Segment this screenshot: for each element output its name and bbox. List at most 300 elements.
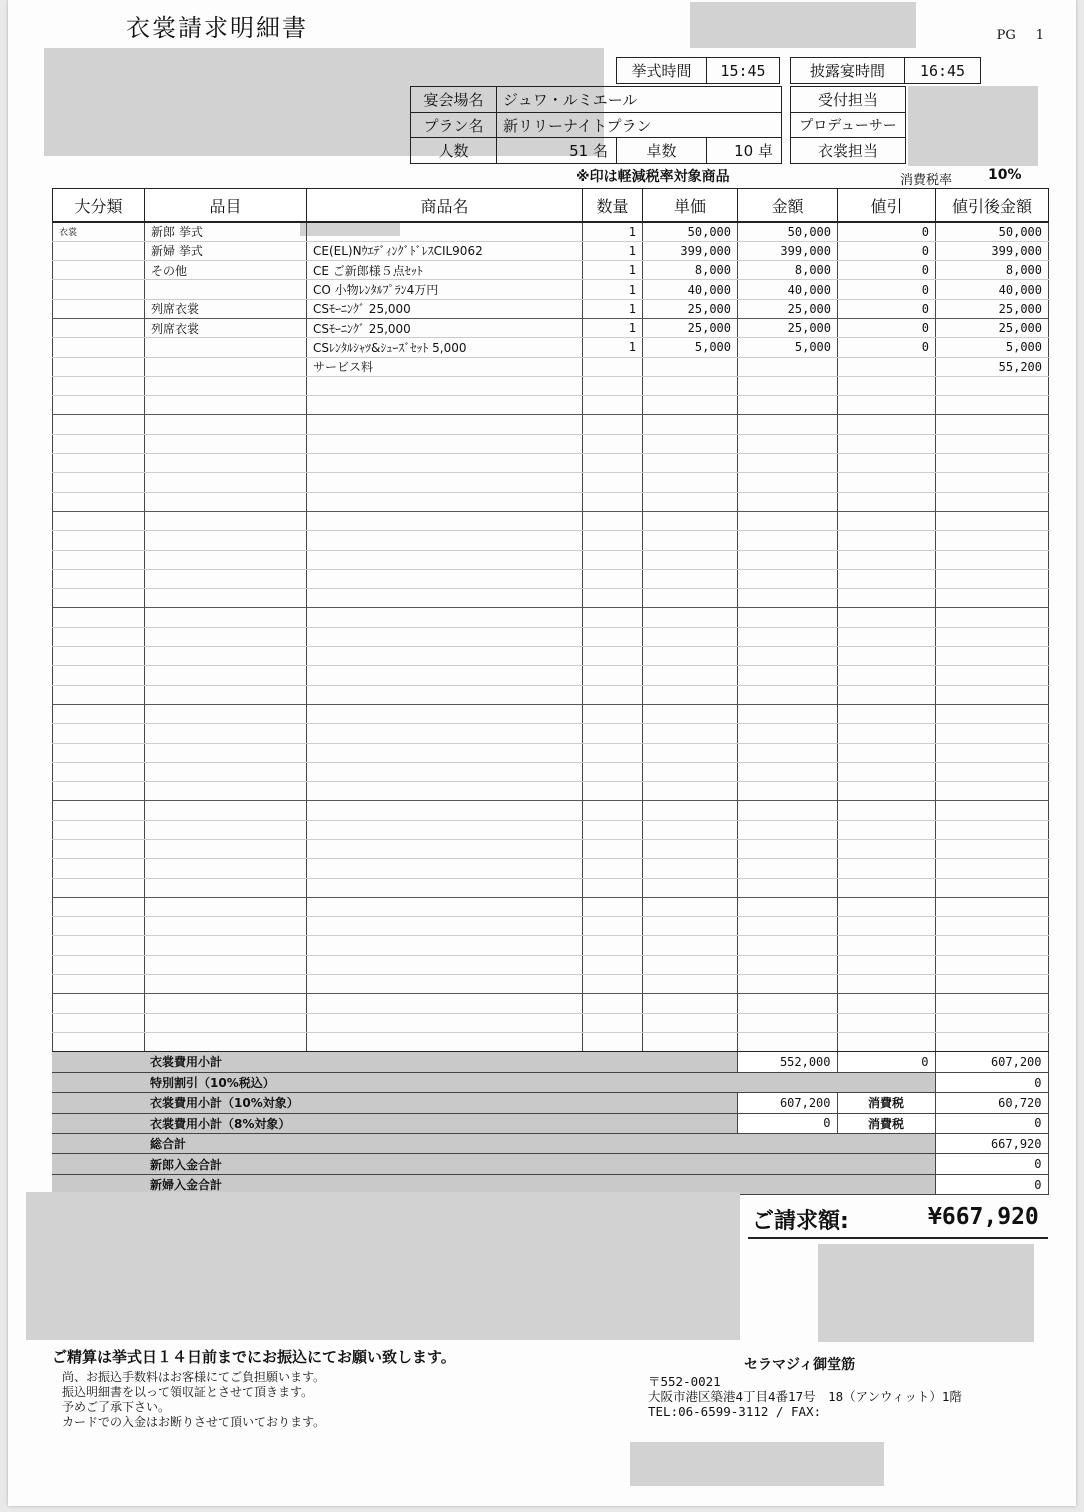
footer-notes xyxy=(62,1370,325,1430)
cell-discount xyxy=(838,994,936,1013)
reduced-tax-note: ※印は軽減税率対象商品 xyxy=(576,169,730,185)
cell-item: その他 xyxy=(145,261,307,280)
cell-category xyxy=(53,782,145,801)
cell-qty xyxy=(583,454,643,473)
blank-row xyxy=(53,608,1049,627)
cell-unit-price xyxy=(643,589,738,608)
cell-unit-price xyxy=(643,975,738,994)
cell-product xyxy=(307,1032,583,1051)
special-discount-value: 0 xyxy=(935,1072,1048,1092)
cell-item xyxy=(145,917,307,936)
cell-net-amount: 50,000 xyxy=(936,222,1049,241)
blank-row xyxy=(53,434,1049,453)
cell-category xyxy=(53,492,145,511)
col-header-net-amount: 値引後金額 xyxy=(936,189,1049,223)
cell-unit-price xyxy=(643,627,738,646)
cell-amount xyxy=(738,550,838,569)
cell-amount: 25,000 xyxy=(738,299,838,318)
summary-row-grand-total xyxy=(52,1134,1048,1154)
footer-note-line: 振込明細書を以って領収証とさせて頂きます。 xyxy=(62,1385,314,1399)
cell-discount xyxy=(838,820,936,839)
cell-category xyxy=(53,666,145,685)
cell-discount xyxy=(838,1013,936,1032)
cell-amount xyxy=(738,782,838,801)
cell-amount xyxy=(738,589,838,608)
cell-qty xyxy=(583,415,643,434)
cell-discount xyxy=(838,955,936,974)
tables-label: 卓数 xyxy=(617,138,707,163)
cell-product xyxy=(307,801,583,820)
guests-value: 51 名 xyxy=(497,138,617,163)
cell-net-amount xyxy=(936,396,1049,415)
groom-paid-label: 新郎入金合計 xyxy=(144,1154,935,1174)
cell-product: CO 小物ﾚﾝﾀﾙﾌﾟﾗﾝ4万円 xyxy=(307,280,583,299)
cell-category xyxy=(53,531,145,550)
cell-qty: 1 xyxy=(583,318,643,337)
redacted-block xyxy=(908,86,1038,166)
cell-product xyxy=(307,724,583,743)
event-info-box xyxy=(410,86,782,164)
cell-unit-price: 5,000 xyxy=(643,338,738,357)
blank-row xyxy=(53,704,1049,723)
cell-net-amount xyxy=(936,955,1049,974)
cell-discount xyxy=(838,376,936,395)
cell-net-amount xyxy=(936,762,1049,781)
cell-category xyxy=(53,241,145,260)
cell-qty xyxy=(583,859,643,878)
cell-item: 列席衣裳 xyxy=(145,318,307,337)
cell-product: CE(EL)NｳｴﾃﾞｨﾝｸﾞﾄﾞﾚｽCIL9062 xyxy=(307,241,583,260)
cell-qty xyxy=(583,550,643,569)
cell-amount xyxy=(738,801,838,820)
cell-unit-price xyxy=(643,376,738,395)
cell-amount xyxy=(738,704,838,723)
store-name: セラマジィ御堂筋 xyxy=(744,1357,856,1373)
subtotal-discount: 0 xyxy=(837,1052,935,1072)
redacted-block xyxy=(630,1442,884,1486)
cell-amount: 399,000 xyxy=(738,241,838,260)
cell-net-amount xyxy=(936,994,1049,1013)
cell-net-amount: 55,200 xyxy=(936,357,1049,376)
cell-amount xyxy=(738,878,838,897)
cell-discount: 0 xyxy=(838,241,936,260)
cell-item: 新婦 挙式 xyxy=(145,241,307,260)
table-header-row xyxy=(53,189,1049,223)
pg-value: 1 xyxy=(1035,28,1044,43)
cell-qty: 1 xyxy=(583,222,643,241)
cell-amount xyxy=(738,994,838,1013)
cell-product xyxy=(307,492,583,511)
cell-item xyxy=(145,647,307,666)
cell-product xyxy=(307,878,583,897)
cell-amount xyxy=(738,531,838,550)
cell-discount xyxy=(838,357,936,376)
summary-row-sub8 xyxy=(52,1113,1048,1133)
cell-unit-price xyxy=(643,801,738,820)
cell-qty: 1 xyxy=(583,338,643,357)
cell-category: 衣裳 xyxy=(53,222,145,241)
blank-row xyxy=(53,724,1049,743)
cell-net-amount xyxy=(936,917,1049,936)
subtotal-net: 607,200 xyxy=(935,1052,1048,1072)
blank-row xyxy=(53,531,1049,550)
cell-amount xyxy=(738,955,838,974)
cell-unit-price: 50,000 xyxy=(643,222,738,241)
cell-discount xyxy=(838,454,936,473)
cell-product xyxy=(307,743,583,762)
cell-unit-price xyxy=(643,897,738,916)
cell-discount xyxy=(838,936,936,955)
cell-unit-price xyxy=(643,454,738,473)
cell-unit-price xyxy=(643,878,738,897)
cell-qty xyxy=(583,511,643,530)
blank-row xyxy=(53,1032,1049,1051)
cell-item xyxy=(145,608,307,627)
table-row xyxy=(53,241,1049,260)
cell-product xyxy=(307,608,583,627)
cell-discount xyxy=(838,627,936,646)
document-title: 衣裳請求明細書 xyxy=(126,14,308,42)
cell-category xyxy=(53,743,145,762)
col-header-product: 商品名 xyxy=(307,189,583,223)
cell-category xyxy=(53,357,145,376)
cell-item xyxy=(145,666,307,685)
cell-qty: 1 xyxy=(583,299,643,318)
costume-staff-label: 衣裳担当 xyxy=(817,142,878,160)
cell-discount xyxy=(838,743,936,762)
cell-category xyxy=(53,473,145,492)
sub10-label: 衣裳費用小計（10%対象） xyxy=(144,1093,737,1113)
cell-discount xyxy=(838,897,936,916)
cell-unit-price xyxy=(643,936,738,955)
cell-qty xyxy=(583,608,643,627)
cell-category xyxy=(53,878,145,897)
cell-category xyxy=(53,801,145,820)
cell-category xyxy=(53,917,145,936)
cell-item xyxy=(145,936,307,955)
cell-category xyxy=(53,550,145,569)
cell-qty xyxy=(583,1013,643,1032)
reception-time-box xyxy=(790,57,981,84)
cell-product: CSﾓｰﾆﾝｸﾞ 25,000 xyxy=(307,318,583,337)
cell-category xyxy=(53,647,145,666)
cell-product xyxy=(307,222,583,241)
cell-qty xyxy=(583,820,643,839)
store-address-block xyxy=(648,1374,962,1419)
cell-amount xyxy=(738,357,838,376)
cell-amount xyxy=(738,492,838,511)
cell-unit-price xyxy=(643,859,738,878)
reception-time-label: 披露宴時間 xyxy=(791,58,905,83)
cell-product: サービス料 xyxy=(307,357,583,376)
cell-item xyxy=(145,627,307,646)
blank-row xyxy=(53,1013,1049,1032)
cell-discount: 0 xyxy=(838,338,936,357)
cell-product: CSﾓｰﾆﾝｸﾞ 25,000 xyxy=(307,299,583,318)
cell-category xyxy=(53,704,145,723)
blank-row xyxy=(53,859,1049,878)
col-header-item: 品目 xyxy=(145,189,307,223)
col-header-qty: 数量 xyxy=(583,189,643,223)
redacted-block xyxy=(818,1244,1034,1342)
cell-product xyxy=(307,704,583,723)
blank-row xyxy=(53,801,1049,820)
cell-unit-price xyxy=(643,396,738,415)
cell-item xyxy=(145,820,307,839)
cell-product xyxy=(307,782,583,801)
cell-qty xyxy=(583,724,643,743)
cell-product xyxy=(307,454,583,473)
cell-discount xyxy=(838,647,936,666)
sub8-tax: 0 xyxy=(935,1113,1048,1133)
blank-row xyxy=(53,627,1049,646)
col-header-discount: 値引 xyxy=(838,189,936,223)
cell-product xyxy=(307,415,583,434)
cell-net-amount xyxy=(936,704,1049,723)
cell-unit-price xyxy=(643,550,738,569)
cell-discount xyxy=(838,782,936,801)
reception-staff-label: 受付担当 xyxy=(791,87,905,113)
cell-category xyxy=(53,627,145,646)
cell-amount xyxy=(738,608,838,627)
reception-time-value: 16:45 xyxy=(919,61,966,80)
cell-net-amount xyxy=(936,492,1049,511)
cell-net-amount: 399,000 xyxy=(936,241,1049,260)
blank-row xyxy=(53,473,1049,492)
cell-net-amount: 25,000 xyxy=(936,318,1049,337)
cell-product xyxy=(307,994,583,1013)
cell-amount xyxy=(738,936,838,955)
tables-value: 10 卓 xyxy=(734,142,773,160)
cell-qty xyxy=(583,955,643,974)
blank-row xyxy=(53,820,1049,839)
cell-net-amount xyxy=(936,511,1049,530)
cell-unit-price xyxy=(643,685,738,704)
cell-unit-price xyxy=(643,743,738,762)
cell-item xyxy=(145,396,307,415)
cell-net-amount xyxy=(936,434,1049,453)
cell-product xyxy=(307,859,583,878)
cell-category xyxy=(53,859,145,878)
item-table-body xyxy=(53,222,1049,1052)
grand-total-value: 667,920 xyxy=(935,1134,1048,1154)
cell-qty xyxy=(583,376,643,395)
blank-row xyxy=(53,376,1049,395)
cell-discount xyxy=(838,704,936,723)
cell-category xyxy=(53,280,145,299)
cell-amount xyxy=(738,511,838,530)
billing-amount: ¥667,920 xyxy=(928,1204,1039,1230)
cell-discount xyxy=(838,415,936,434)
cell-net-amount xyxy=(936,531,1049,550)
cell-item xyxy=(145,801,307,820)
invoice-page xyxy=(8,0,1076,1506)
cell-product xyxy=(307,569,583,588)
redacted-block xyxy=(690,2,916,48)
cell-discount: 0 xyxy=(838,261,936,280)
venue-value: ジュワ・ルミエール xyxy=(497,87,781,113)
col-header-amount: 金額 xyxy=(738,189,838,223)
cell-product xyxy=(307,685,583,704)
cell-product xyxy=(307,531,583,550)
cell-item xyxy=(145,762,307,781)
cell-net-amount xyxy=(936,647,1049,666)
cell-unit-price xyxy=(643,357,738,376)
cell-qty xyxy=(583,492,643,511)
cell-qty xyxy=(583,357,643,376)
cell-item xyxy=(145,454,307,473)
bride-paid-value: 0 xyxy=(935,1174,1048,1194)
cell-amount xyxy=(738,975,838,994)
cell-net-amount xyxy=(936,878,1049,897)
summary-table xyxy=(52,1052,1049,1195)
cell-amount: 50,000 xyxy=(738,222,838,241)
summary-row-special-discount xyxy=(52,1072,1048,1092)
cell-net-amount xyxy=(936,724,1049,743)
cell-item xyxy=(145,704,307,723)
grand-total-label: 総合計 xyxy=(144,1134,935,1154)
cell-product xyxy=(307,820,583,839)
cell-amount xyxy=(738,897,838,916)
cell-discount xyxy=(838,762,936,781)
table-row xyxy=(53,357,1049,376)
cell-net-amount xyxy=(936,415,1049,434)
footer-note-line: 尚、お振込手数料はお客様にてご負担願います。 xyxy=(62,1370,326,1384)
cell-item xyxy=(145,531,307,550)
subtotal-label: 衣裳費用小計 xyxy=(144,1052,737,1072)
cell-amount xyxy=(738,840,838,859)
cell-net-amount xyxy=(936,936,1049,955)
blank-row xyxy=(53,589,1049,608)
cell-amount: 8,000 xyxy=(738,261,838,280)
cell-discount xyxy=(838,917,936,936)
cell-qty xyxy=(583,704,643,723)
cell-discount xyxy=(838,975,936,994)
cell-item xyxy=(145,955,307,974)
cell-net-amount xyxy=(936,1013,1049,1032)
ceremony-time-box xyxy=(616,57,780,84)
cell-item xyxy=(145,685,307,704)
store-phone: TEL:06-6599-3112 / FAX: xyxy=(648,1404,822,1419)
cell-discount xyxy=(838,685,936,704)
cell-qty xyxy=(583,936,643,955)
blank-row xyxy=(53,762,1049,781)
cell-unit-price: 399,000 xyxy=(643,241,738,260)
cell-net-amount xyxy=(936,859,1049,878)
cell-unit-price xyxy=(643,608,738,627)
cell-qty xyxy=(583,897,643,916)
cell-product: CSﾚﾝﾀﾙｼｬﾂ&ｼｭｰｽﾞｾｯﾄ 5,000 xyxy=(307,338,583,357)
cell-item xyxy=(145,782,307,801)
sub10-tax: 60,720 xyxy=(935,1093,1048,1113)
cell-unit-price xyxy=(643,415,738,434)
cell-amount xyxy=(738,1013,838,1032)
cell-item: 新郎 挙式 xyxy=(145,222,307,241)
cell-unit-price: 25,000 xyxy=(643,318,738,337)
cell-qty xyxy=(583,782,643,801)
cell-amount: 40,000 xyxy=(738,280,838,299)
cell-item xyxy=(145,415,307,434)
cell-product xyxy=(307,936,583,955)
cell-item xyxy=(145,878,307,897)
cell-net-amount xyxy=(936,608,1049,627)
col-header-unit-price: 単価 xyxy=(643,189,738,223)
cell-net-amount xyxy=(936,820,1049,839)
cell-discount xyxy=(838,840,936,859)
cell-net-amount xyxy=(936,743,1049,762)
blank-row xyxy=(53,511,1049,530)
cell-amount xyxy=(738,685,838,704)
summary-row-subtotal xyxy=(52,1052,1048,1072)
cell-product xyxy=(307,897,583,916)
table-row xyxy=(53,338,1049,357)
cell-qty xyxy=(583,743,643,762)
blank-row xyxy=(53,743,1049,762)
tax-rate-value: 10% xyxy=(988,167,1022,183)
billing-underline xyxy=(748,1237,1048,1239)
cell-qty: 1 xyxy=(583,241,643,260)
venue-label: 宴会場名 xyxy=(411,87,497,113)
cell-qty xyxy=(583,917,643,936)
cell-net-amount xyxy=(936,782,1049,801)
cell-amount xyxy=(738,1032,838,1051)
table-row xyxy=(53,222,1049,241)
cell-category xyxy=(53,569,145,588)
cell-item xyxy=(145,975,307,994)
plan-value: 新リリーナイトプラン xyxy=(497,113,781,138)
cell-unit-price: 40,000 xyxy=(643,280,738,299)
cell-item xyxy=(145,280,307,299)
cell-net-amount xyxy=(936,975,1049,994)
cell-unit-price xyxy=(643,569,738,588)
cell-unit-price xyxy=(643,1013,738,1032)
cell-product xyxy=(307,434,583,453)
cell-discount xyxy=(838,569,936,588)
summary-row-groom-paid xyxy=(52,1154,1048,1174)
cell-unit-price xyxy=(643,994,738,1013)
cell-discount xyxy=(838,550,936,569)
cell-net-amount xyxy=(936,569,1049,588)
blank-row xyxy=(53,936,1049,955)
cell-product xyxy=(307,473,583,492)
redacted-block xyxy=(26,1192,740,1340)
cell-product: CE ご新郎様５点ｾｯﾄ xyxy=(307,261,583,280)
cell-unit-price xyxy=(643,647,738,666)
bride-paid-label: 新婦入金合計 xyxy=(144,1174,935,1194)
cell-discount xyxy=(838,511,936,530)
cell-category xyxy=(53,724,145,743)
cell-qty xyxy=(583,434,643,453)
cell-discount xyxy=(838,1032,936,1051)
cell-item xyxy=(145,550,307,569)
cell-net-amount xyxy=(936,376,1049,395)
cell-product xyxy=(307,762,583,781)
cell-amount xyxy=(738,647,838,666)
cell-unit-price xyxy=(643,782,738,801)
cell-product xyxy=(307,589,583,608)
cell-discount xyxy=(838,666,936,685)
cell-item xyxy=(145,569,307,588)
cell-discount xyxy=(838,589,936,608)
table-row xyxy=(53,318,1049,337)
cell-unit-price xyxy=(643,724,738,743)
cell-category xyxy=(53,685,145,704)
item-table xyxy=(52,188,1049,1053)
cell-qty xyxy=(583,994,643,1013)
cell-unit-price xyxy=(643,1032,738,1051)
store-address: 大阪市港区築港4丁目4番17号 18（アンウィット）1階 xyxy=(648,1389,962,1404)
subtotal-amount: 552,000 xyxy=(737,1052,837,1072)
